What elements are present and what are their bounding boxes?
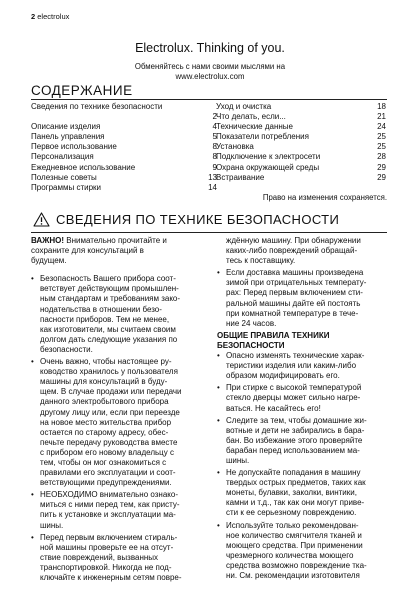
safety-left-column (31, 236, 201, 585)
toc-right-column (216, 102, 386, 183)
safety-divider (31, 232, 387, 233)
toc-item[interactable] (31, 102, 217, 122)
tagline: Electrolux. Thinking of you. (135, 41, 285, 55)
toc-item-page: 14 (208, 182, 217, 192)
toc-item-page: 13 (208, 172, 217, 182)
toc-item[interactable] (31, 163, 217, 173)
share-text (0, 62, 420, 82)
toc-item[interactable] (31, 122, 217, 132)
toc-item-label: Панель управления (31, 132, 105, 142)
toc-item[interactable] (31, 132, 217, 142)
toc-item-label: Что делать, если... (216, 112, 286, 122)
warning-icon (33, 212, 50, 227)
toc-item-page: 4 (212, 122, 217, 132)
safety-bullet: • Опасно изменять технические харак- теристики изделия или каким-либо образом модифицировать его. (217, 351, 389, 381)
safety-bullet: • Следите за тем, чтобы домашние жи- вотные и дети не забирались в бара- бан. Во избежание этого проверяйте барабан перед использованием ма- шины. (217, 416, 389, 466)
toc-item-page: 29 (377, 172, 386, 182)
safety-section-title: СВЕДЕНИЯ ПО ТЕХНИКЕ БЕЗОПАСНОСТИ (56, 212, 340, 227)
toc-item-label: Уход и очистка (216, 102, 272, 111)
toc-item[interactable] (31, 183, 217, 193)
toc-item-label: Полезные советы (31, 172, 97, 182)
toc-item-label: Ежедневное использование (31, 162, 136, 172)
bullet-continuation: ждённую машину. При обнаружении каких-либо повреждений обращай- тесь к поставщику. (226, 236, 361, 266)
toc-left-column (31, 102, 217, 193)
general-bullet-list (217, 351, 389, 581)
toc-item-label: Подключение к электросети (216, 152, 321, 162)
brand-name: electrolux (37, 12, 70, 21)
toc-item-page: 8 (212, 142, 217, 152)
toc-item-label: Сведения по технике безопасности (31, 102, 163, 111)
toc-item-label: Показатели потребления (216, 132, 309, 142)
share-line: Обменяйтесь с нами своими мыслями на (134, 62, 286, 71)
toc-item-page: 9 (212, 162, 217, 172)
toc-item[interactable] (216, 122, 386, 132)
safety-bullet-list (31, 274, 201, 583)
toc-item-page: 2 (212, 112, 217, 122)
important-label: ВАЖНО! (31, 236, 65, 245)
toc-item-label: Персонализация (31, 152, 94, 162)
toc-item-page: 8 (212, 152, 217, 162)
toc-item-page: 24 (377, 122, 386, 132)
safety-bullet: • Очень важно, чтобы настоящее ру- ководство хранилось у пользователя машины для консультаций в буду- щем. В случае продажи или передачи данного электробытового прибора другому лицу или, если при переезде на новое место жительства прибор остается по старому адресу, обес- печьте передачу руководства вместе с прибором его новому владельцу с тем, чтобы он мог ознакомиться с правилами его эксплуатации и соот- ветствующими предупреждениями. (31, 357, 201, 488)
safety-bullet: • Используйте только рекомендован- ное количество смягчителя тканей и моющего средства. При применении чрезмерного количества моющего средства возможно повреждение тка- ни. См. рекомендации изготовителя (217, 521, 389, 582)
toc-title: СОДЕРЖАНИЕ (31, 83, 133, 98)
toc-item[interactable] (31, 142, 217, 152)
toc-item[interactable] (31, 152, 217, 162)
toc-item[interactable] (216, 152, 386, 162)
toc-item-page: 18 (377, 102, 386, 111)
toc-item-page: 25 (377, 132, 386, 142)
rights-note: Право на изменения сохраняется. (262, 193, 387, 202)
page-number: 2 (31, 12, 36, 21)
toc-item-page: 25 (377, 142, 386, 152)
safety-bullet: • При стирке с высокой температурой стекло дверцы может сильно нагре- ваться. Не касайтесь его! (217, 383, 389, 413)
safety-bullet: • Если доставка машины произведена зимой при отрицательных температу- рах: Перед первым включением сти- ральной машины дайте ей постоять при комнатной температуре в тече- ние 24 часов. (217, 268, 389, 329)
toc-item-label: Технические данные (216, 122, 294, 132)
toc-item-label: Программы стирки (31, 182, 101, 192)
toc-item-label: Установка (216, 142, 254, 152)
toc-item-label: Описание изделия (31, 122, 101, 132)
toc-item[interactable] (216, 173, 386, 183)
toc-item-page: 5 (212, 132, 217, 142)
safety-bullet: • НЕОБХОДИМО внимательно ознако- миться с ними перед тем, как присту- пить к установке и эксплуатации ма- шины. (31, 490, 201, 530)
toc-item-page: 28 (377, 152, 386, 162)
page-header (31, 12, 69, 21)
general-rules-title: ОБЩИЕ ПРАВИЛА ТЕХНИКИ БЕЗОПАСНОСТИ (217, 330, 330, 350)
toc-item[interactable] (31, 173, 217, 183)
important-note: ВАЖНО! Внимательно прочитайте и сохраните для консультаций в будущем. (31, 236, 167, 266)
safety-bullet: • Перед первым включением стираль- ной машины проверьте ее на отсут- ствие повреждений, вызванных транспортировкой. Никогда не под- ключайте к инженерным сетям повре- (31, 533, 201, 583)
toc-divider (31, 99, 387, 100)
toc-item-label: Встраивание (216, 172, 265, 182)
toc-item[interactable] (216, 163, 386, 173)
toc-item-page: 21 (377, 112, 386, 122)
share-url: www.electrolux.com (175, 72, 245, 81)
toc-item-page: 29 (377, 162, 386, 172)
toc-item[interactable] (216, 112, 386, 122)
toc-item[interactable] (216, 132, 386, 142)
toc-item[interactable] (216, 102, 386, 112)
safety-bullet: • Безопасность Вашего прибора соот- ветствует действующим промышлен- ным стандартам и требованиям зако- нодательства в отношении безо- пасности приборов. Тем не менее, как изготовители, мы считаем своим долгом дать следующие указания по безопасности. (31, 274, 201, 355)
safety-right-column (217, 236, 389, 583)
safety-bullet-list (217, 268, 389, 329)
toc-item-label: Первое использование (31, 142, 117, 152)
toc-item-label: Охрана окружающей среды (216, 162, 320, 172)
safety-bullet: • Не допускайте попадания в машину твердых острых предметов, таких как монеты, булавки, заколки, винтики, камни и т.д., так как они могут приве- сти к ее серьезному повреждению. (217, 468, 389, 518)
toc-item[interactable] (216, 142, 386, 152)
